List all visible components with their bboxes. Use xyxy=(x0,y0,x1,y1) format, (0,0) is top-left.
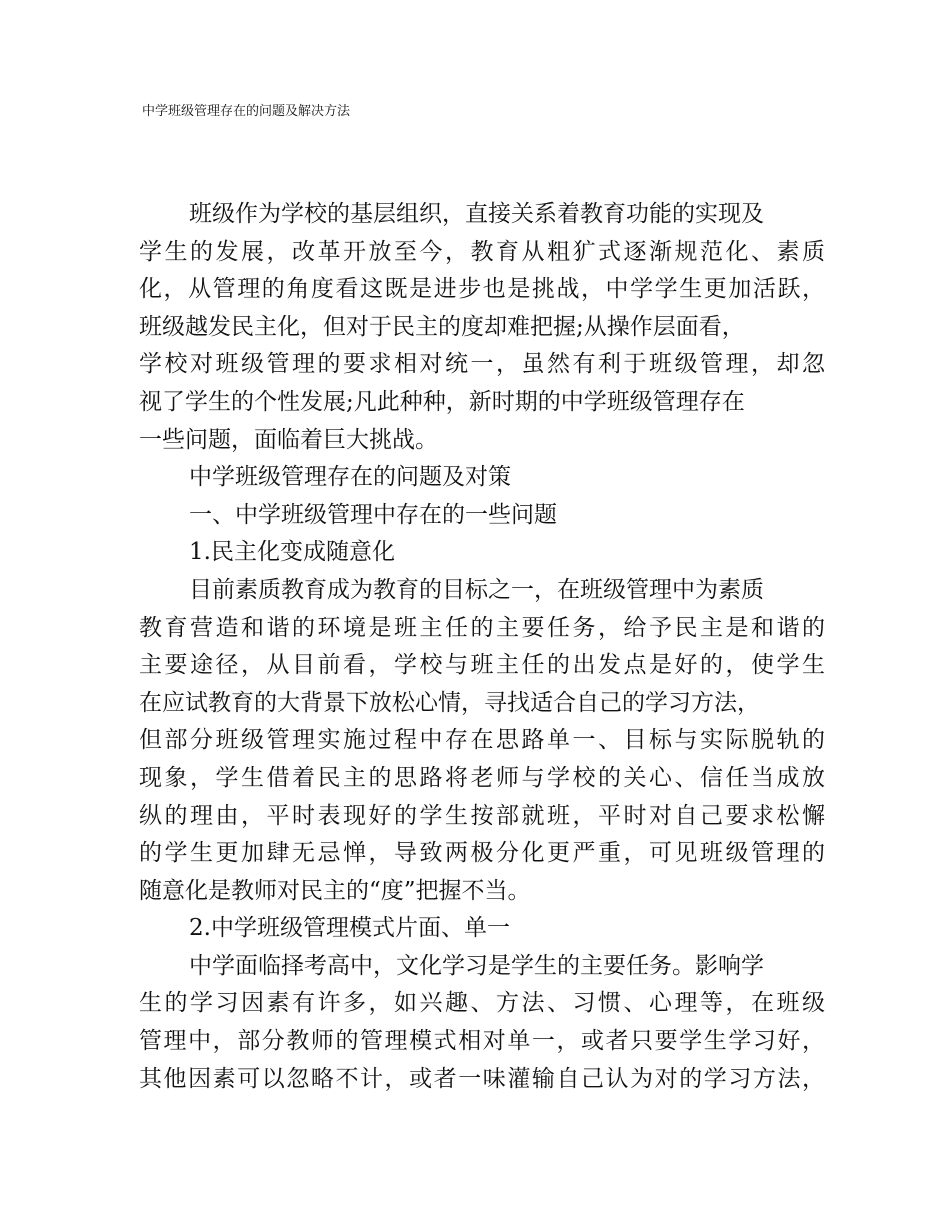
paragraph-line: 现象，学生借着民主的思路将老师与学校的关心、信任当成放 xyxy=(139,764,825,791)
paragraph-line: 学校对班级管理的要求相对统一，虽然有利于班级管理，却忽 xyxy=(139,351,825,378)
paragraph-line: 的学生更加肆无忌惮，导致两极分化更严重，可见班级管理的 xyxy=(139,840,825,867)
document-body xyxy=(139,196,825,1098)
paragraph-line: 随意化是教师对民主的“度”把握不当。 xyxy=(139,877,531,904)
paragraph-line: 在应试教育的大背景下放松心情，寻找适合自己的学习方法， xyxy=(139,689,760,716)
paragraph-line: 视了学生的个性发展;凡此种种，新时期的中学班级管理存在 xyxy=(139,388,745,415)
paragraph-line: 纵的理由，平时表现好的学生按部就班，平时对自己要求松懈 xyxy=(139,802,825,829)
paragraph-line: 班级越发民主化，但对于民主的度却难把握;从操作层面看， xyxy=(139,313,745,340)
section-heading: 一、中学班级管理中存在的一些问题 xyxy=(189,501,557,528)
paragraph-line: 班级作为学校的基层组织，直接关系着教育功能的实现及 xyxy=(189,201,764,227)
paragraph-line: 生的学习因素有许多，如兴趣、方法、习惯、心理等，在班级 xyxy=(139,990,825,1017)
paragraph-line: 中学面临择考高中，文化学习是学生的主要任务。影响学 xyxy=(189,952,764,979)
paragraph-line: 主要途径，从目前看，学校与班主任的出发点是好的，使学生 xyxy=(139,652,825,679)
paragraph-line: 目前素质教育成为教育的目标之一，在班级管理中为素质 xyxy=(189,576,764,603)
paragraph-line: 教育营造和谐的环境是班主任的主要任务，给予民主是和谐的 xyxy=(139,614,825,641)
subsection-heading: 1.民主化变成随意化 xyxy=(189,539,395,566)
paragraph-line: 其他因素可以忽略不计，或者一味灌输自己认为对的学习方法， xyxy=(139,1065,825,1092)
paragraph-line: 但部分班级管理实施过程中存在思路单一、目标与实际脱轨的 xyxy=(139,727,825,754)
paragraph-line: 化，从管理的角度看这既是进步也是挑战，中学学生更加活跃， xyxy=(139,276,825,303)
paragraph-line: 管理中，部分教师的管理模式相对单一，或者只要学生学习好， xyxy=(139,1028,825,1055)
paragraph-line: 一些问题，面临着巨大挑战。 xyxy=(139,426,438,453)
subsection-heading: 2.中学班级管理模式片面、单一 xyxy=(189,915,510,942)
paragraph-line: 学生的发展，改革开放至今，教育从粗犷式逐渐规范化、素质 xyxy=(139,238,825,265)
document-header: 中学班级管理存在的问题及解决方法 xyxy=(142,104,351,119)
section-heading: 中学班级管理存在的问题及对策 xyxy=(189,464,511,491)
